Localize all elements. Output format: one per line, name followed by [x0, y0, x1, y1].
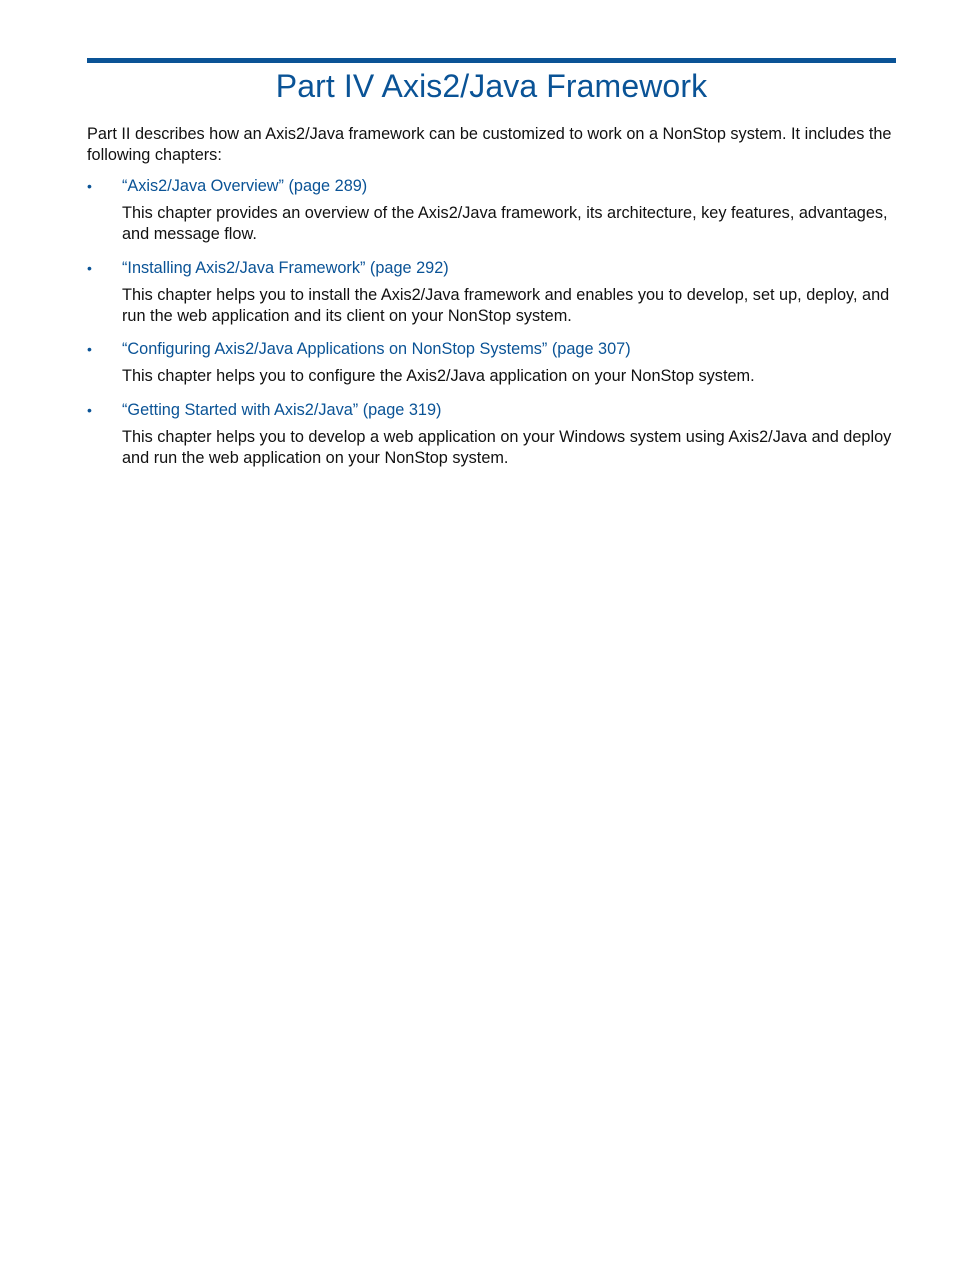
page-title: Part IV Axis2/Java Framework [275, 68, 708, 104]
chapter-description: This chapter helps you to install the Axis2/Java framework and enables you to develop, set up, deploy, and run the web application and its client on your NonStop system. [122, 286, 890, 325]
bullet-icon: • [87, 402, 92, 418]
chapter-item-axis2-overview [87, 176, 902, 258]
header-rule [87, 58, 896, 63]
chapter-link-getting-started-axis2[interactable]: “Getting Started with Axis2/Java” (page 319) [122, 401, 442, 419]
chapter-link-axis2-overview[interactable]: “Axis2/Java Overview” (page 289) [122, 177, 368, 195]
bullet-icon: • [87, 178, 92, 194]
chapter-item-getting-started-axis2 [87, 400, 902, 467]
chapter-item-configuring-axis2 [87, 339, 902, 400]
chapter-item-installing-axis2 [87, 258, 902, 339]
bullet-icon: • [87, 260, 92, 276]
chapter-description: This chapter helps you to develop a web application on your Windows system using Axis2/Java and deploy and run the web application on your NonStop system. [122, 428, 892, 467]
intro-paragraph: Part II describes how an Axis2/Java framework can be customized to work on a NonStop system. It includes the following chapters: [87, 125, 892, 164]
chapter-link-configuring-axis2[interactable]: “Configuring Axis2/Java Applications on NonStop Systems” (page 307) [122, 340, 631, 358]
chapter-description: This chapter helps you to configure the Axis2/Java application on your NonStop system. [122, 367, 755, 385]
chapter-link-installing-axis2[interactable]: “Installing Axis2/Java Framework” (page 292) [122, 259, 449, 277]
chapter-list [87, 176, 902, 467]
chapter-description: This chapter provides an overview of the Axis2/Java framework, its architecture, key features, advantages, and message flow. [122, 204, 888, 243]
bullet-icon: • [87, 341, 92, 357]
